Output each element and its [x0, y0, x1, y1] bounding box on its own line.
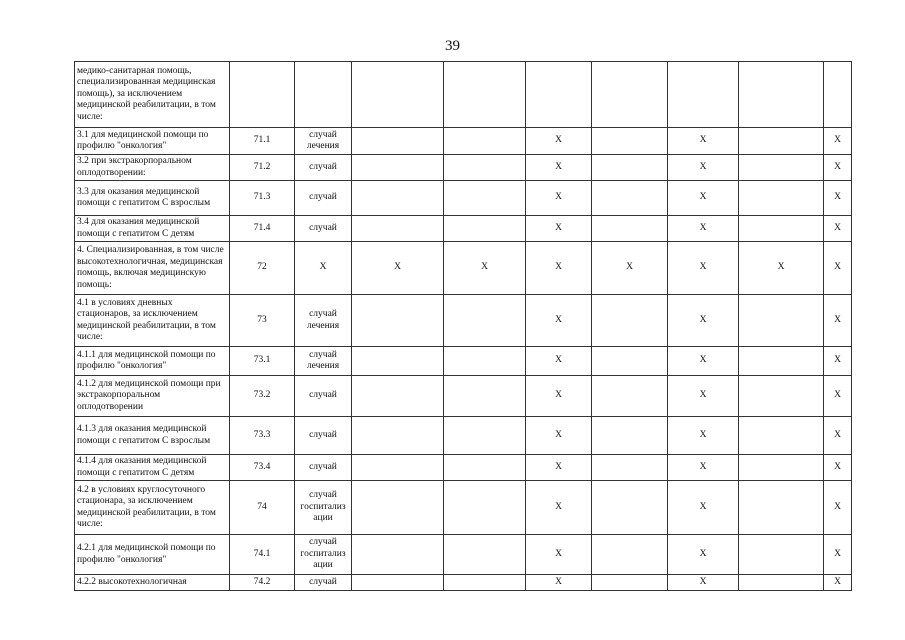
- row-mark-cell: X: [668, 417, 739, 455]
- row-unit: [295, 62, 352, 128]
- row-mark-cell: [592, 216, 668, 242]
- row-mark-cell: X: [668, 295, 739, 347]
- row-mark-cell: X: [526, 347, 592, 376]
- row-mark-cell: [739, 575, 824, 591]
- row-mark-cell: [592, 535, 668, 575]
- row-description: 4.1.3 для оказания медицинской помощи с гепатитом С взрослым: [75, 417, 230, 455]
- row-code: 72: [230, 242, 295, 295]
- row-unit: случай госпитализ ации: [295, 481, 352, 535]
- row-mark-cell: X: [668, 347, 739, 376]
- row-mark-cell: X: [592, 242, 668, 295]
- row-mark-cell: [592, 347, 668, 376]
- table-row: [75, 417, 852, 455]
- row-mark-cell: [352, 535, 444, 575]
- row-mark-cell: [352, 455, 444, 481]
- row-mark-cell: X: [526, 181, 592, 216]
- row-mark-cell: X: [526, 455, 592, 481]
- row-unit: случай госпитализ ации: [295, 535, 352, 575]
- table-row: [75, 242, 852, 295]
- row-code: 73: [230, 295, 295, 347]
- row-unit: X: [295, 242, 352, 295]
- row-unit: случай: [295, 376, 352, 417]
- row-mark-cell: [592, 417, 668, 455]
- table-row: [75, 181, 852, 216]
- row-description: 3.3 для оказания медицинской помощи с гепатитом С взрослым: [75, 181, 230, 216]
- row-mark-cell: [352, 347, 444, 376]
- row-mark-cell: [352, 417, 444, 455]
- row-mark-cell: X: [526, 295, 592, 347]
- row-mark-cell: [739, 295, 824, 347]
- row-code: 73.4: [230, 455, 295, 481]
- row-mark-cell: X: [668, 155, 739, 181]
- row-mark-cell: X: [526, 376, 592, 417]
- row-mark-cell: X: [526, 216, 592, 242]
- table-row: [75, 575, 852, 591]
- row-mark-cell: [352, 155, 444, 181]
- row-description: 4.2 в условиях круглосуточного стационара, за исключением медицинской реабилитации, в том числе:: [75, 481, 230, 535]
- row-mark-cell: [444, 181, 526, 216]
- row-mark-cell: [739, 417, 824, 455]
- row-mark-cell: [592, 128, 668, 155]
- row-mark-cell: [668, 62, 739, 128]
- row-code: [230, 62, 295, 128]
- row-mark-cell: X: [668, 242, 739, 295]
- row-code: 71.1: [230, 128, 295, 155]
- row-mark-cell: [352, 181, 444, 216]
- row-mark-cell: [739, 347, 824, 376]
- row-mark-cell: [444, 62, 526, 128]
- row-description: 4. Специализированная, в том числе высокотехнологичная, медицинская помощь, включая медицинскую помощь:: [75, 242, 230, 295]
- row-mark-cell: [592, 62, 668, 128]
- row-description: 4.2.2 высокотехнологичная: [75, 575, 230, 591]
- row-mark-cell: X: [526, 535, 592, 575]
- row-mark-cell: [352, 216, 444, 242]
- row-mark-cell: [352, 62, 444, 128]
- row-mark-cell: X: [668, 376, 739, 417]
- row-unit: случай лечения: [295, 347, 352, 376]
- row-mark-cell: X: [668, 455, 739, 481]
- table-row: [75, 347, 852, 376]
- row-mark-cell: X: [824, 155, 852, 181]
- row-mark-cell: [352, 575, 444, 591]
- row-mark-cell: X: [824, 455, 852, 481]
- row-mark-cell: [592, 181, 668, 216]
- row-mark-cell: [739, 535, 824, 575]
- table-row: [75, 295, 852, 347]
- page-number: 39: [445, 38, 460, 54]
- row-code: 71.2: [230, 155, 295, 181]
- row-mark-cell: X: [526, 417, 592, 455]
- row-unit: случай лечения: [295, 128, 352, 155]
- table-row: [75, 155, 852, 181]
- row-unit: случай: [295, 181, 352, 216]
- row-unit: случай: [295, 216, 352, 242]
- row-mark-cell: X: [824, 295, 852, 347]
- row-unit: случай: [295, 417, 352, 455]
- row-description: медико-санитарная помощь, специализированная медицинская помощь), за исключением медицинской реабилитации, в том числе:: [75, 62, 230, 128]
- row-mark-cell: [444, 535, 526, 575]
- row-code: 73.3: [230, 417, 295, 455]
- row-mark-cell: X: [526, 128, 592, 155]
- row-mark-cell: X: [824, 216, 852, 242]
- row-unit: случай: [295, 155, 352, 181]
- table-row: [75, 376, 852, 417]
- row-mark-cell: X: [526, 575, 592, 591]
- row-code: 71.3: [230, 181, 295, 216]
- row-code: 74.1: [230, 535, 295, 575]
- row-mark-cell: X: [824, 535, 852, 575]
- row-mark-cell: X: [824, 417, 852, 455]
- row-code: 74.2: [230, 575, 295, 591]
- row-mark-cell: X: [824, 181, 852, 216]
- row-mark-cell: [592, 575, 668, 591]
- row-mark-cell: X: [526, 481, 592, 535]
- row-mark-cell: X: [668, 216, 739, 242]
- row-mark-cell: [739, 62, 824, 128]
- row-description: 4.1.2 для медицинской помощи при экстракорпоральном оплодотворении: [75, 376, 230, 417]
- row-description: 3.2 при экстракорпоральном оплодотворении:: [75, 155, 230, 181]
- row-mark-cell: X: [668, 535, 739, 575]
- table-row: [75, 455, 852, 481]
- table-row: [75, 62, 852, 128]
- row-mark-cell: [824, 62, 852, 128]
- row-mark-cell: [526, 62, 592, 128]
- row-mark-cell: [592, 455, 668, 481]
- row-code: 71.4: [230, 216, 295, 242]
- row-code: 74: [230, 481, 295, 535]
- row-mark-cell: X: [668, 128, 739, 155]
- row-mark-cell: X: [824, 242, 852, 295]
- table-row: [75, 481, 852, 535]
- row-mark-cell: [444, 417, 526, 455]
- row-mark-cell: [739, 216, 824, 242]
- table-body: [75, 62, 852, 591]
- row-mark-cell: X: [739, 242, 824, 295]
- row-mark-cell: [739, 181, 824, 216]
- row-mark-cell: [739, 481, 824, 535]
- row-mark-cell: [739, 455, 824, 481]
- row-mark-cell: [444, 481, 526, 535]
- row-mark-cell: X: [352, 242, 444, 295]
- row-mark-cell: X: [824, 575, 852, 591]
- row-mark-cell: [352, 376, 444, 417]
- table-row: [75, 535, 852, 575]
- row-mark-cell: [444, 295, 526, 347]
- row-mark-cell: X: [824, 128, 852, 155]
- row-mark-cell: [739, 128, 824, 155]
- row-unit: случай: [295, 455, 352, 481]
- row-mark-cell: [444, 376, 526, 417]
- row-mark-cell: [739, 155, 824, 181]
- row-mark-cell: X: [444, 242, 526, 295]
- row-mark-cell: X: [668, 481, 739, 535]
- row-unit: случай лечения: [295, 295, 352, 347]
- row-mark-cell: [739, 376, 824, 417]
- row-code: 73.1: [230, 347, 295, 376]
- row-mark-cell: [444, 128, 526, 155]
- row-mark-cell: X: [824, 481, 852, 535]
- row-mark-cell: X: [526, 155, 592, 181]
- table-row: [75, 128, 852, 155]
- row-description: 4.1.4 для оказания медицинской помощи с гепатитом С детям: [75, 455, 230, 481]
- row-mark-cell: [352, 128, 444, 155]
- row-unit: случай: [295, 575, 352, 591]
- row-mark-cell: [592, 155, 668, 181]
- row-code: 73.2: [230, 376, 295, 417]
- row-mark-cell: [444, 216, 526, 242]
- row-mark-cell: [352, 481, 444, 535]
- row-description: 3.1 для медицинской помощи по профилю "онкология": [75, 128, 230, 155]
- row-mark-cell: [444, 347, 526, 376]
- row-mark-cell: X: [668, 575, 739, 591]
- row-mark-cell: [592, 376, 668, 417]
- row-mark-cell: [352, 295, 444, 347]
- row-mark-cell: [592, 481, 668, 535]
- row-mark-cell: [592, 295, 668, 347]
- table-row: [75, 216, 852, 242]
- row-mark-cell: X: [824, 376, 852, 417]
- row-mark-cell: [444, 575, 526, 591]
- row-mark-cell: X: [668, 181, 739, 216]
- row-mark-cell: X: [824, 347, 852, 376]
- row-mark-cell: X: [526, 242, 592, 295]
- row-description: 4.1.1 для медицинской помощи по профилю "онкология": [75, 347, 230, 376]
- row-description: 4.1 в условиях дневных стационаров, за исключением медицинской реабилитации, в том числе:: [75, 295, 230, 347]
- row-description: 4.2.1 для медицинской помощи по профилю "онкология": [75, 535, 230, 575]
- row-mark-cell: [444, 455, 526, 481]
- data-table: [74, 61, 852, 591]
- row-description: 3.4 для оказания медицинской помощи с гепатитом С детям: [75, 216, 230, 242]
- row-mark-cell: [444, 155, 526, 181]
